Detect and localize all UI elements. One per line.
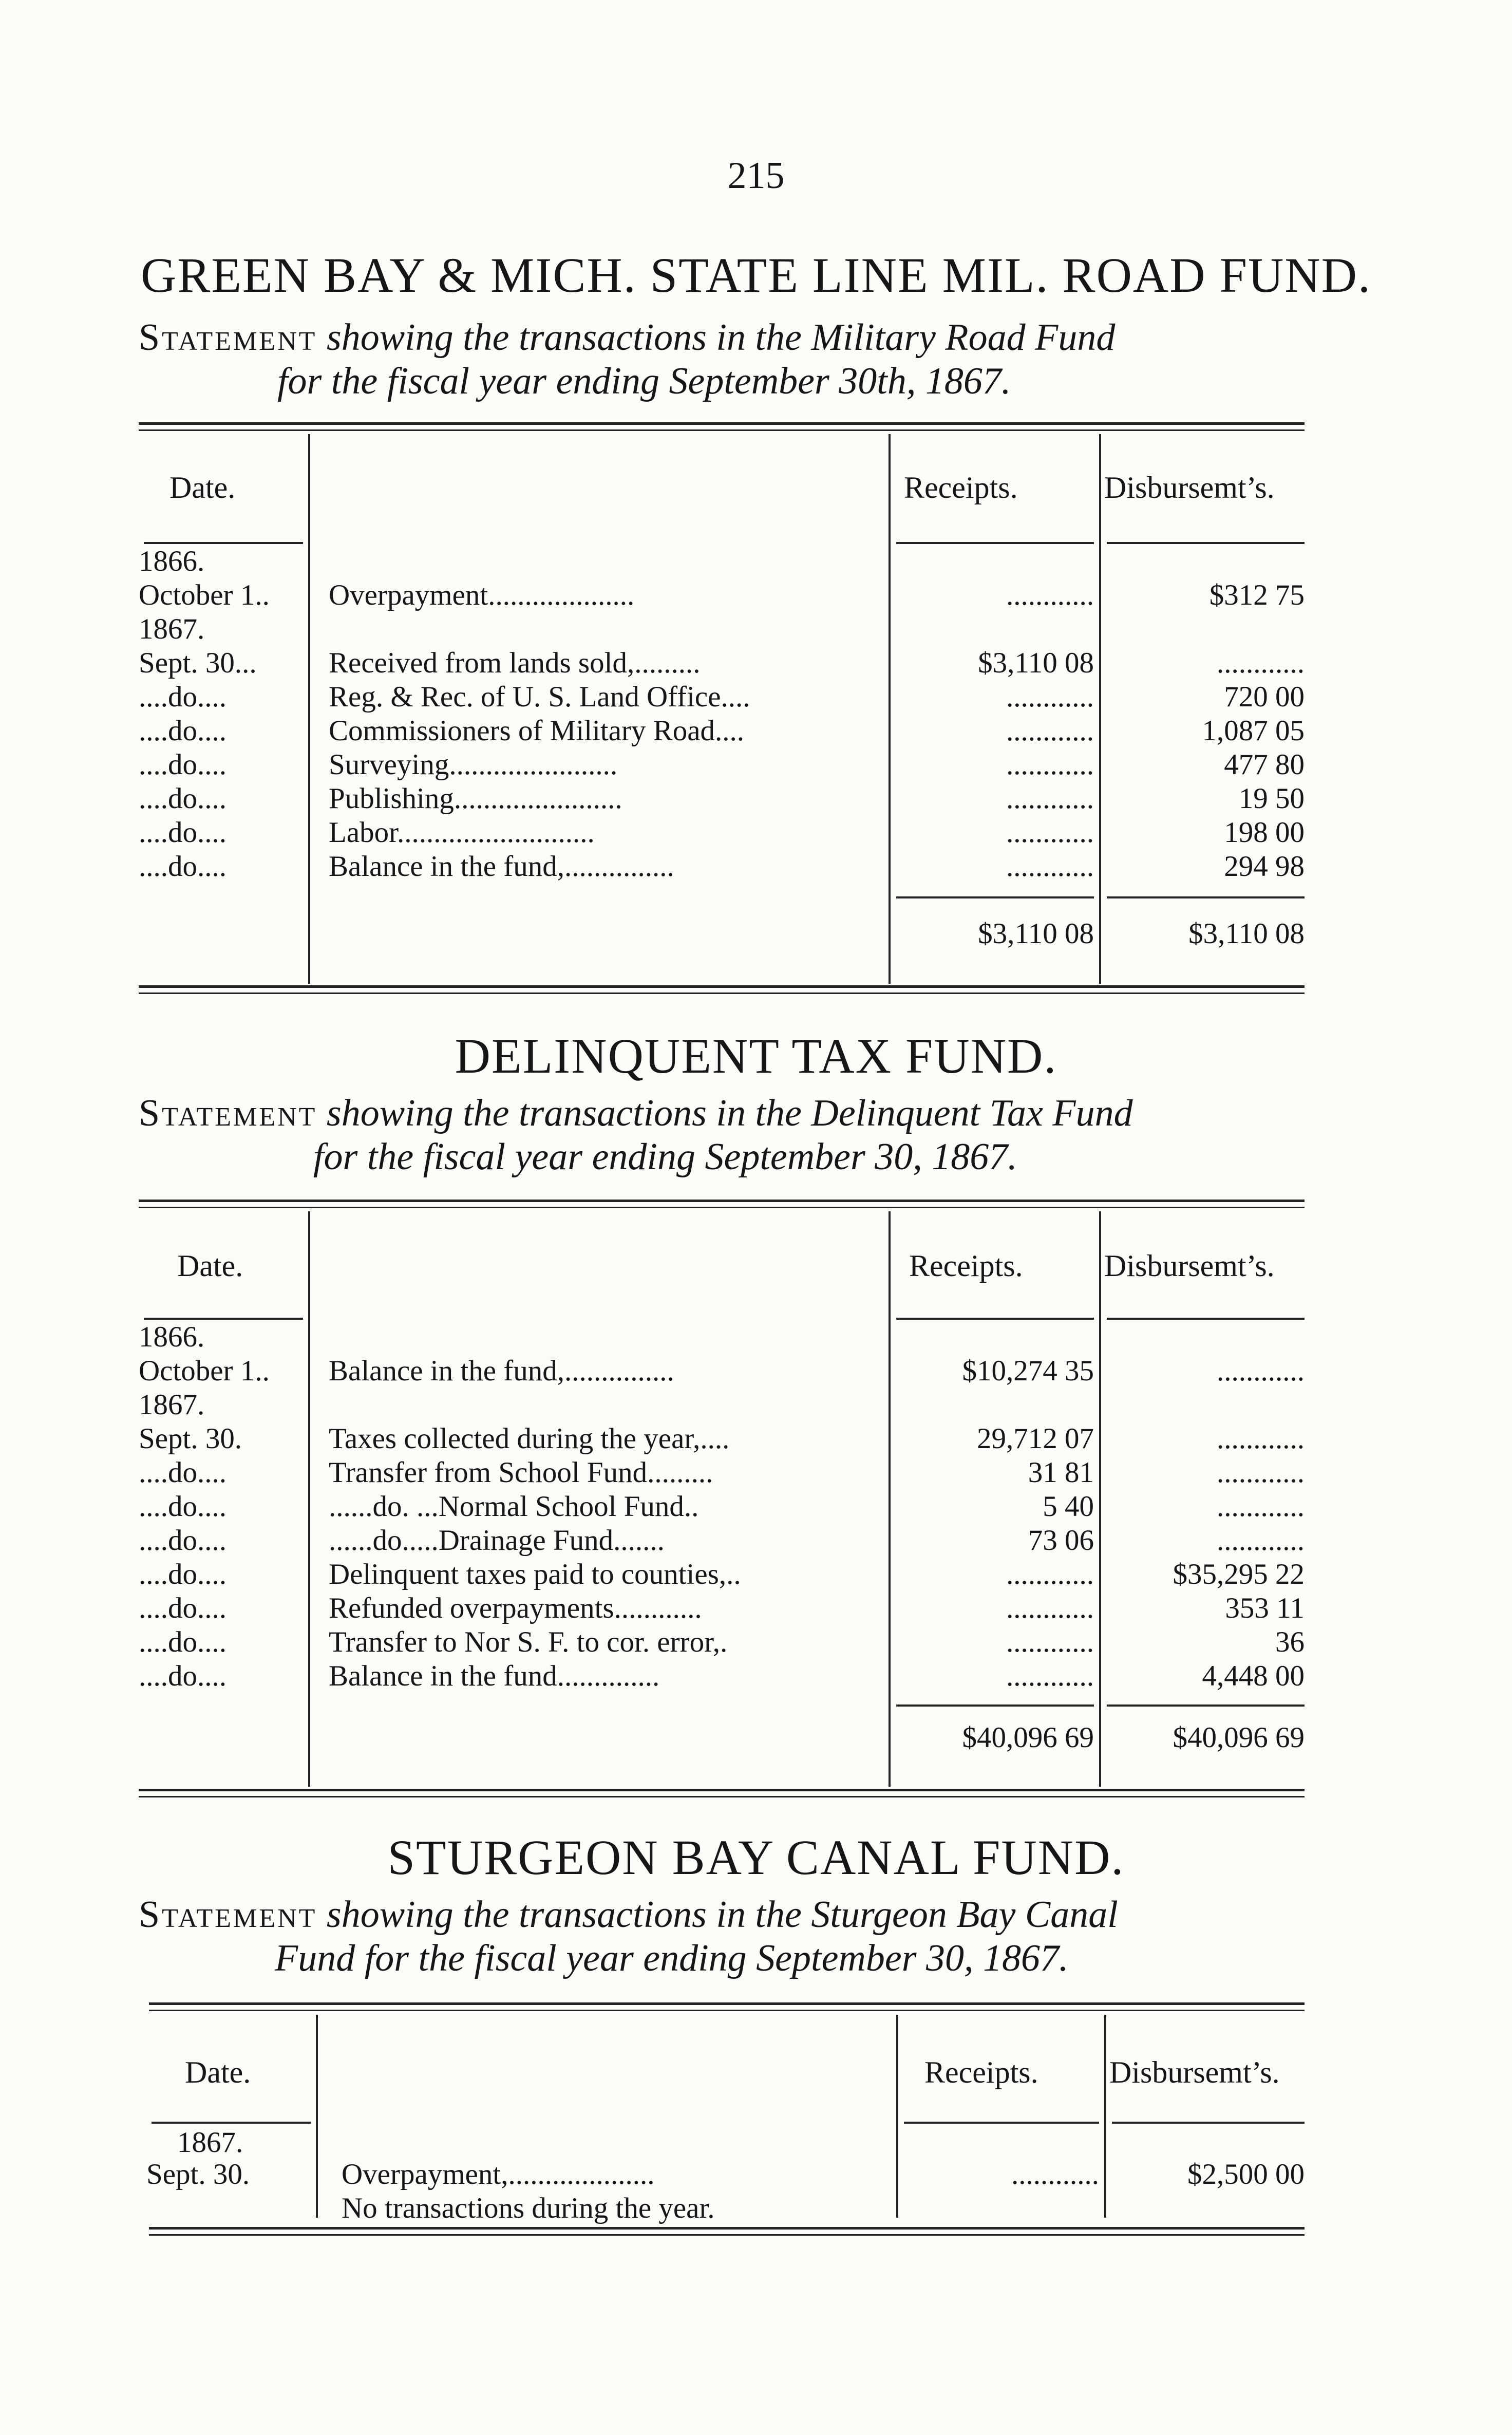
section-1-top-rule <box>139 422 1305 425</box>
date-cell: ....do.... <box>139 782 226 815</box>
receipts-cell: ............ <box>1006 681 1094 713</box>
date-cell: ....do.... <box>139 1592 226 1624</box>
disbursements-cell: $312 75 <box>1209 579 1305 611</box>
statement-text: showing the transactions in the Sturgeon Bay Canal <box>326 1894 1118 1936</box>
header-date: Date. <box>185 2055 251 2089</box>
receipts-cell: 5 40 <box>1043 1490 1094 1523</box>
date-cell: ....do.... <box>139 816 226 849</box>
description-cell: Publishing....................... <box>329 782 622 815</box>
date-cell: ....do.... <box>139 1524 226 1557</box>
date-cell: 1867. <box>177 2126 243 2159</box>
header-underline <box>1107 1318 1305 1320</box>
date-cell: ....do.... <box>139 1490 226 1523</box>
date-cell: Sept. 30. <box>146 2158 250 2190</box>
section-2-bottom-rule <box>139 1789 1305 1791</box>
receipts-cell: ............ <box>1006 748 1094 781</box>
section-1-top-rule-2 <box>139 429 1305 431</box>
disbursements-cell: 294 98 <box>1224 850 1305 883</box>
receipts-cell: 73 06 <box>1028 1524 1094 1557</box>
section-2-bottom-rule-2 <box>139 1796 1305 1797</box>
header-underline <box>1112 2122 1305 2124</box>
date-cell: ....do.... <box>139 681 226 713</box>
section-1-col-divider <box>1099 434 1101 984</box>
section-2-statement-line2: for the fiscal year ending September 30, 1867. <box>313 1136 1017 1178</box>
receipts-cell: ............ <box>1006 579 1094 611</box>
description-cell: ......do.....Drainage Fund....... <box>329 1524 665 1557</box>
date-cell: October 1.. <box>139 1355 270 1387</box>
total-rule <box>896 896 1094 898</box>
date-cell: ....do.... <box>139 850 226 883</box>
section-3-col-divider <box>316 2015 318 2218</box>
date-cell: ....do.... <box>139 748 226 781</box>
statement-word: Statement <box>139 1092 317 1134</box>
header-underline <box>896 1318 1094 1320</box>
description-cell: ......do. ...Normal School Fund.. <box>329 1490 699 1523</box>
header-disbursements: Disbursemt’s. <box>1104 471 1275 504</box>
description-cell: No transactions during the year. <box>342 2192 715 2224</box>
section-1-col-divider <box>308 434 310 984</box>
date-cell: October 1.. <box>139 579 270 611</box>
header-underline <box>144 1318 303 1320</box>
description-cell: Balance in the fund.............. <box>329 1660 660 1692</box>
statement-text: showing the transactions in the Delinquent Tax Fund <box>326 1092 1133 1134</box>
description-cell: Transfer to Nor S. F. to cor. error,. <box>329 1626 728 1658</box>
receipts-cell: $10,274 35 <box>962 1355 1094 1387</box>
disbursements-total: $40,096 69 <box>1173 1721 1305 1754</box>
section-1-statement-line1 <box>139 316 1115 360</box>
section-1-title: GREEN BAY & MICH. STATE LINE MIL. ROAD FUND. <box>141 248 1371 303</box>
section-3-statement-line1 <box>139 1893 1118 1937</box>
receipts-cell: ............ <box>1006 850 1094 883</box>
date-cell: ....do.... <box>139 1626 226 1658</box>
section-1-bottom-rule <box>139 985 1305 988</box>
header-date: Date. <box>177 1249 243 1283</box>
section-2-statement-line1 <box>139 1092 1133 1135</box>
date-cell: 1867. <box>139 613 205 645</box>
header-receipts: Receipts. <box>909 1249 1023 1283</box>
header-underline <box>896 542 1094 544</box>
total-rule <box>1107 896 1305 898</box>
section-2-col-divider <box>1099 1211 1101 1787</box>
section-1-col-divider <box>889 434 891 984</box>
disbursements-cell: 353 11 <box>1225 1592 1305 1624</box>
date-cell: ....do.... <box>139 1558 226 1590</box>
disbursements-cell: ............ <box>1217 1422 1305 1455</box>
header-disbursements: Disbursemt’s. <box>1104 1249 1275 1283</box>
receipts-cell: ............ <box>1006 1660 1094 1692</box>
receipts-cell: ............ <box>1006 816 1094 849</box>
date-cell: ....do.... <box>139 715 226 747</box>
page-number: 215 <box>727 155 785 197</box>
description-cell: Balance in the fund,............... <box>329 850 674 883</box>
description-cell: Overpayment,.................... <box>342 2158 655 2190</box>
description-cell: Reg. & Rec. of U. S. Land Office.... <box>329 681 750 713</box>
description-cell: Transfer from School Fund......... <box>329 1456 713 1489</box>
receipts-cell: ............ <box>1006 782 1094 815</box>
section-2-top-rule-2 <box>139 1207 1305 1208</box>
receipts-cell: ............ <box>1006 1592 1094 1624</box>
section-3-top-rule <box>149 2002 1305 2005</box>
disbursements-total: $3,110 08 <box>1188 917 1305 950</box>
receipts-cell: $3,110 08 <box>978 647 1094 679</box>
date-cell: ....do.... <box>139 1456 226 1489</box>
receipts-cell: ............ <box>1006 1626 1094 1658</box>
section-3-col-divider <box>1104 2015 1106 2218</box>
receipts-cell: ............ <box>1006 1558 1094 1590</box>
description-cell: Surveying....................... <box>329 748 618 781</box>
disbursements-cell: ............ <box>1217 1490 1305 1523</box>
disbursements-cell: 4,448 00 <box>1202 1660 1305 1692</box>
section-2-title: DELINQUENT TAX FUND. <box>455 1028 1057 1083</box>
section-1-bottom-rule-2 <box>139 992 1305 994</box>
date-cell: Sept. 30. <box>139 1422 242 1455</box>
disbursements-cell: ............ <box>1217 647 1305 679</box>
statement-word: Statement <box>139 1894 317 1936</box>
disbursements-cell: ............ <box>1217 1524 1305 1557</box>
header-underline <box>1107 542 1305 544</box>
header-date: Date. <box>169 471 236 504</box>
date-cell: 1867. <box>139 1389 205 1421</box>
disbursements-cell: 720 00 <box>1224 681 1305 713</box>
disbursements-cell: ............ <box>1217 1456 1305 1489</box>
disbursements-cell: 36 <box>1275 1626 1305 1658</box>
receipts-total: $40,096 69 <box>962 1721 1094 1754</box>
date-cell: ....do.... <box>139 1660 226 1692</box>
disbursements-cell: $35,295 22 <box>1173 1558 1305 1590</box>
section-3-title: STURGEON BAY CANAL FUND. <box>387 1830 1125 1885</box>
receipts-cell: ............ <box>1011 2158 1099 2190</box>
section-1-statement-line2: for the fiscal year ending September 30th, 1867. <box>277 360 1011 402</box>
date-cell: 1866. <box>139 545 205 577</box>
header-underline <box>144 542 303 544</box>
section-3-bottom-rule <box>149 2227 1305 2230</box>
section-2-col-divider <box>889 1211 891 1787</box>
disbursements-cell: 477 80 <box>1224 748 1305 781</box>
header-receipts: Receipts. <box>924 2055 1038 2089</box>
total-rule <box>896 1704 1094 1707</box>
description-cell: Overpayment.................... <box>329 579 635 611</box>
receipts-cell: ............ <box>1006 715 1094 747</box>
description-cell: Refunded overpayments............ <box>329 1592 702 1624</box>
disbursements-cell: 19 50 <box>1238 782 1305 815</box>
statement-word: Statement <box>139 316 317 359</box>
header-underline <box>152 2122 311 2124</box>
disbursements-cell: ............ <box>1217 1355 1305 1387</box>
description-cell: Taxes collected during the year,.... <box>329 1422 730 1455</box>
description-cell: Received from lands sold,......... <box>329 647 701 679</box>
disbursements-cell: 198 00 <box>1224 816 1305 849</box>
receipts-cell: 31 81 <box>1028 1456 1094 1489</box>
header-underline <box>904 2122 1099 2124</box>
section-3-top-rule-2 <box>149 2010 1305 2011</box>
description-cell: Delinquent taxes paid to counties,.. <box>329 1558 741 1590</box>
section-3-bottom-rule-2 <box>149 2234 1305 2236</box>
disbursements-cell: $2,500 00 <box>1187 2158 1305 2190</box>
statement-text: showing the transactions in the Military Road Fund <box>326 316 1116 359</box>
receipts-cell: 29,712 07 <box>977 1422 1094 1455</box>
total-rule <box>1107 1704 1305 1707</box>
section-3-statement-line2: Fund for the fiscal year ending September 30, 1867. <box>275 1937 1069 1979</box>
header-disbursements: Disbursemt’s. <box>1109 2055 1280 2089</box>
date-cell: 1866. <box>139 1321 205 1353</box>
disbursements-cell: 1,087 05 <box>1202 715 1305 747</box>
description-cell: Balance in the fund,............... <box>329 1355 674 1387</box>
description-cell: Commissioners of Military Road.... <box>329 715 745 747</box>
section-3-col-divider <box>896 2015 898 2218</box>
receipts-total: $3,110 08 <box>978 917 1094 950</box>
section-2-col-divider <box>308 1211 310 1787</box>
section-2-top-rule <box>139 1200 1305 1202</box>
description-cell: Labor........................... <box>329 816 595 849</box>
date-cell: Sept. 30... <box>139 647 257 679</box>
header-receipts: Receipts. <box>904 471 1018 504</box>
